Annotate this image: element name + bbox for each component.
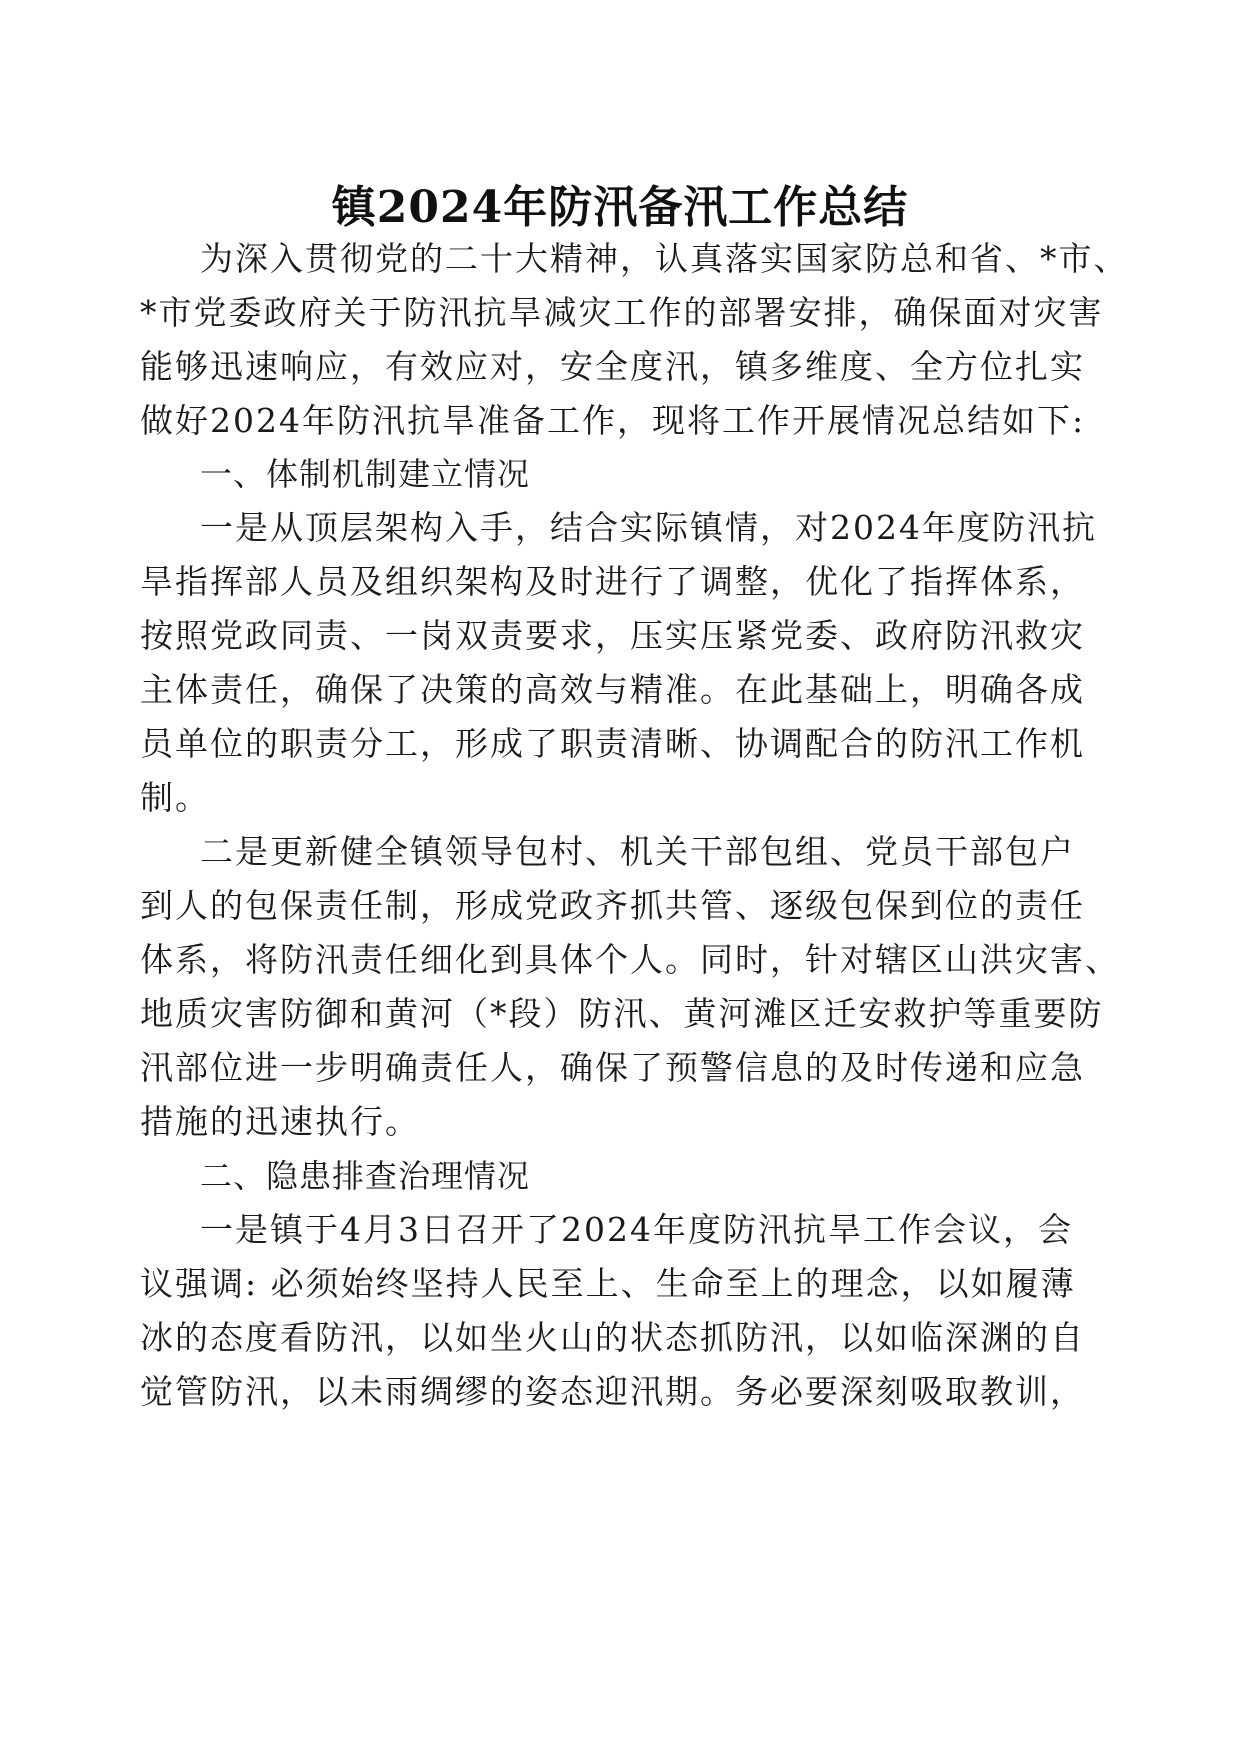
intro-line-3: 能够迅速响应，有效应对，安全度汛，镇多维度、全方位扎实	[140, 347, 1085, 386]
intro-line-1: 为深入贯彻党的二十大精神，认真落实国家防总和省、*市、	[200, 239, 1129, 278]
s2-p1-line-4: 觉管防汛，以未雨绸缪的姿态迎汛期。务必要深刻吸取教训，	[140, 1372, 1085, 1411]
section-heading-1: 一、体制机制建立情况	[200, 455, 531, 493]
s1-p2-line-6: 措施的迅速执行。	[140, 1102, 420, 1141]
s2-p1-line-1: 一是镇于4月3日召开了2024年度防汛抗旱工作会议，会	[200, 1210, 1073, 1249]
s1-p1-line-4: 主体责任，确保了决策的高效与精准。在此基础上，明确各成	[140, 670, 1085, 709]
s1-p1-line-6: 制。	[140, 778, 210, 817]
intro-line-2: *市党委政府关于防汛抗旱减灾工作的部署安排，确保面对灾害	[140, 293, 1104, 332]
intro-line-4: 做好2024年防汛抗旱准备工作，现将工作开展情况总结如下:	[140, 401, 1086, 440]
s1-p2-line-5: 汛部位进一步明确责任人，确保了预警信息的及时传递和应急	[140, 1048, 1085, 1087]
s1-p1-line-5: 员单位的职责分工，形成了职责清晰、协调配合的防汛工作机	[140, 724, 1085, 763]
s2-p1-line-2: 议强调: 必须始终坚持人民至上、生命至上的理念，以如履薄	[140, 1264, 1076, 1303]
s2-p1-line-3: 冰的态度看防汛，以如坐火山的状态抓防汛，以如临深渊的自	[140, 1318, 1085, 1357]
s1-p2-line-2: 到人的包保责任制，形成党政齐抓共管、逐级包保到位的责任	[140, 886, 1085, 925]
s1-p2-line-3: 体系，将防汛责任细化到具体个人。同时，针对辖区山洪灾害、	[140, 940, 1120, 979]
document-title: 镇2024年防汛备汛工作总结	[331, 182, 909, 233]
section-heading-2: 二、隐患排查治理情况	[200, 1157, 531, 1195]
s1-p2-line-1: 二是更新健全镇领导包村、机关干部包组、党员干部包户	[200, 832, 1075, 871]
s1-p1-line-2: 旱指挥部人员及组织架构及时进行了调整，优化了指挥体系，	[140, 562, 1085, 601]
s1-p2-line-4: 地质灾害防御和黄河（*段）防汛、黄河滩区迁安救护等重要防	[140, 994, 1104, 1033]
s1-p1-line-1: 一是从顶层架构入手，结合实际镇情，对2024年度防汛抗	[200, 508, 1097, 547]
s1-p1-line-3: 按照党政同责、一岗双责要求，压实压紧党委、政府防汛救灾	[140, 616, 1085, 655]
